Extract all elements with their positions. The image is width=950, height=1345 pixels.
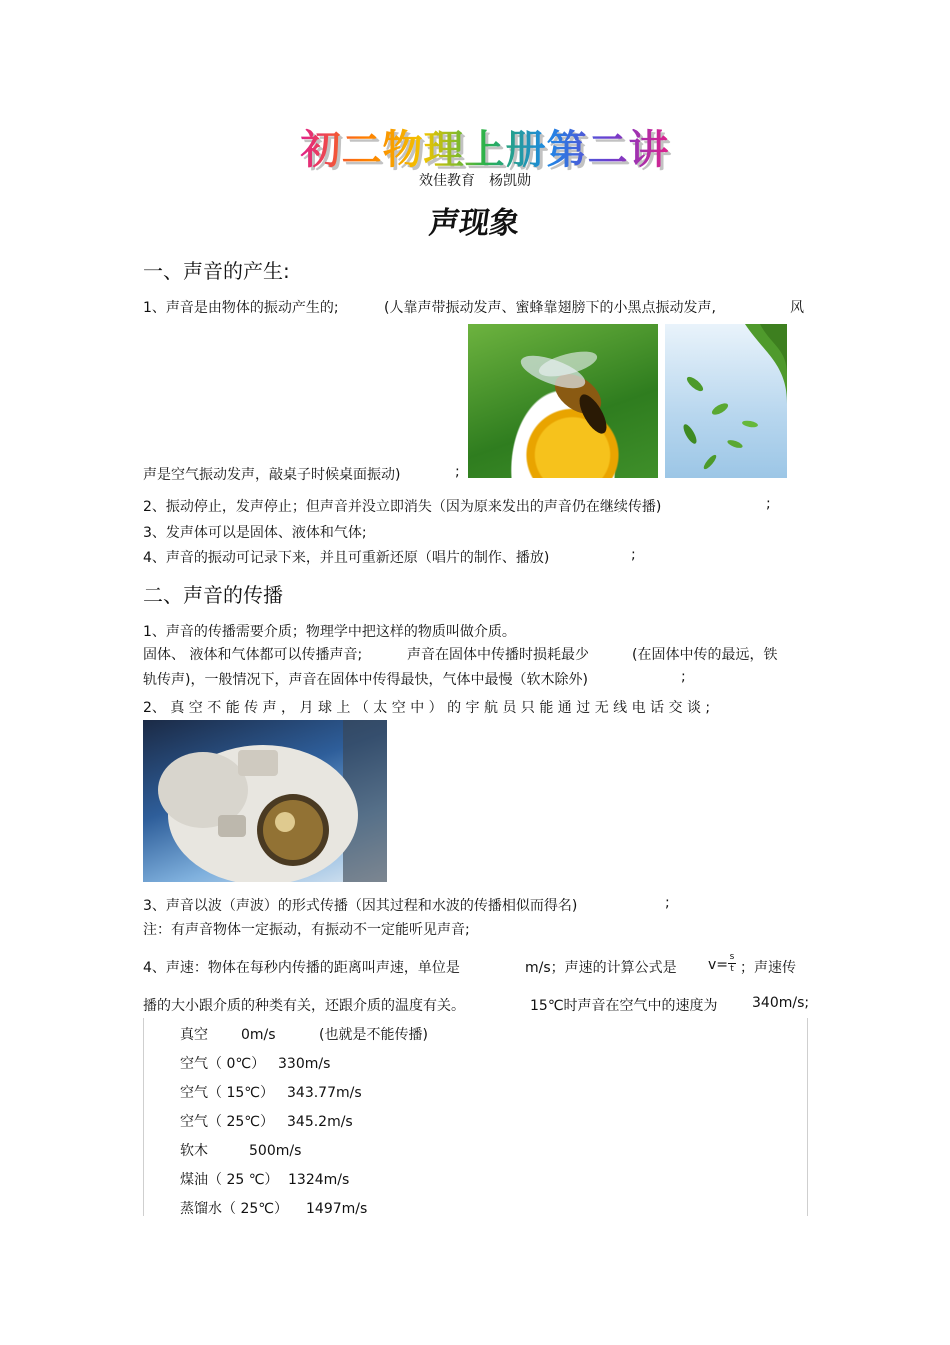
s1-p1-a: 1、声音是由物体的振动产生的; (143, 300, 339, 316)
speed-formula-fraction (728, 953, 736, 974)
speed-of-sound-table (143, 1018, 808, 1216)
bee-on-flower-image (468, 324, 658, 478)
table-row (180, 1024, 428, 1044)
s2-p4-2a: 播的大小跟介质的种类有关，还跟介质的温度有关。 (143, 998, 465, 1014)
section2-heading: 二、声音的传播 (143, 583, 283, 607)
table-row (180, 1140, 301, 1160)
s1-p1-c: 风 (790, 300, 804, 316)
s2-p1-3a: 轨传声)，一般情况下，声音在固体中传得最快，气体中最慢（软木除外) (143, 672, 588, 688)
medium-cell: 真空 (180, 1027, 208, 1043)
s1-p1-b: (人靠声带振动发声、蜜蜂靠翅膀下的小黑点振动发声, (384, 300, 716, 316)
fraction-numerator: s (729, 952, 735, 962)
s2-p4-d: ；声速传 (740, 960, 796, 976)
author-line: 效佳教育 杨凯勋 (419, 173, 531, 189)
wind-leaves-image (665, 324, 787, 478)
page-title: 初二物理上册第二讲 (300, 118, 670, 175)
fraction-denominator: t (730, 964, 734, 974)
s2-p4-b: m/s；声速的计算公式是 (525, 960, 677, 976)
note-cell: (也就是不能传播) (319, 1027, 428, 1043)
s2-p3-b: ; (665, 895, 670, 911)
medium-cell: 空气（ 0℃） (180, 1056, 266, 1072)
section1-heading: 一、声音的产生: (143, 259, 290, 283)
s2-p4-c: v= (708, 957, 729, 973)
medium-cell: 蒸馏水（ 25℃） (180, 1201, 288, 1217)
s2-p4-a: 4、声速：物体在每秒内传播的距离叫声速，单位是 (143, 960, 460, 976)
table-row (180, 1198, 367, 1218)
speed-cell: 345.2m/s (287, 1114, 353, 1130)
s2-p2: 2、 真 空 不 能 传 声 ， 月 球 上 （ 太 空 中 ） 的 宇 航 员 只 能 通 过 无 线 电 话 交 谈 ; (143, 700, 711, 716)
s1-p4-b: ; (631, 547, 636, 563)
medium-cell: 空气（ 25℃） (180, 1114, 274, 1130)
s2-p1-2a: 固体、 液体和气体都可以传播声音; (143, 647, 363, 663)
table-row (180, 1082, 362, 1102)
table-row (180, 1111, 353, 1131)
speed-cell: 500m/s (249, 1143, 302, 1159)
s1-p2-b: ; (766, 496, 771, 512)
medium-cell: 软木 (180, 1143, 208, 1159)
s2-p1: 1、声音的传播需要介质；物理学中把这样的物质叫做介质。 (143, 624, 516, 640)
speed-cell: 330m/s (278, 1056, 331, 1072)
speed-cell: 1324m/s (288, 1172, 350, 1188)
s2-p4-2c: 340m/s; (752, 995, 810, 1011)
s2-p1-2b: 声音在固体中传播时损耗最少 (407, 647, 589, 663)
s1-p1-e: ; (455, 464, 460, 480)
lesson-subtitle: 声现象 (427, 206, 522, 241)
s2-p4-2b: 15℃时声音在空气中的速度为 (530, 998, 718, 1014)
s1-p4-a: 4、声音的振动可记录下来，并且可重新还原（唱片的制作、播放) (143, 550, 550, 566)
s1-p1-d: 声是空气振动发声，敲桌子时候桌面振动) (143, 467, 401, 483)
medium-cell: 空气（ 15℃） (180, 1085, 274, 1101)
speed-cell: 0m/s (241, 1027, 276, 1043)
s1-p2-a: 2、振动停止，发声停止；但声音并没立即消失（因为原来发出的声音仍在继续传播) (143, 499, 662, 515)
medium-cell: 煤油（ 25 ℃） (180, 1172, 279, 1188)
s1-p3: 3、发声体可以是固体、液体和气体; (143, 525, 367, 541)
s2-note: 注：有声音物体一定振动，有振动不一定能听见声音; (143, 922, 470, 938)
s2-p1-3b: ; (681, 669, 686, 685)
s2-p3-a: 3、声音以波（声波）的形式传播（因其过程和水波的传播相似而得名) (143, 898, 578, 914)
table-row (180, 1169, 349, 1189)
speed-cell: 1497m/s (306, 1201, 368, 1217)
astronaut-image (143, 720, 387, 882)
table-row (180, 1053, 330, 1073)
s2-p1-2c: (在固体中传的最远，铁 (632, 647, 778, 663)
speed-cell: 343.77m/s (287, 1085, 362, 1101)
